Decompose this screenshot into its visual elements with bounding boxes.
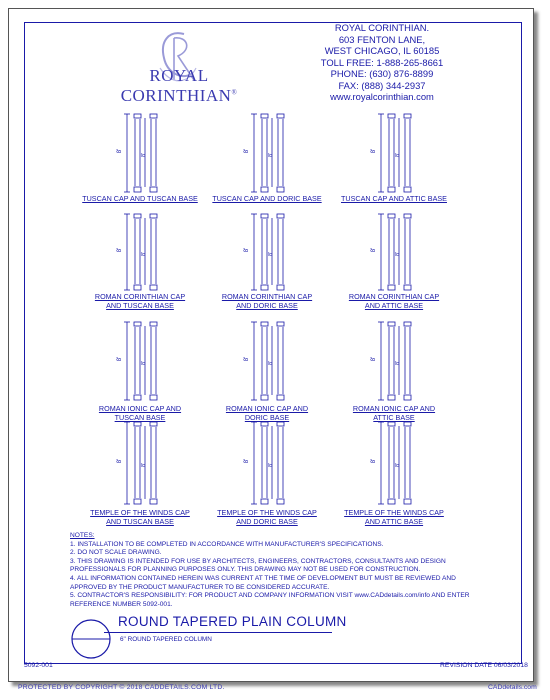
shaft-dimension-label: 8' xyxy=(268,152,275,158)
notes-heading: NOTES: xyxy=(70,532,95,539)
shaft-dimension-label: 8' xyxy=(268,462,275,468)
detail-label[interactable] xyxy=(314,508,474,526)
detail-label-line-1: TEMPLE OF THE WINDS CAP xyxy=(90,508,190,517)
height-dimension-label: 8' xyxy=(371,356,378,362)
revision-date: REVISION DATE 06/03/2018 xyxy=(440,662,528,669)
column-elevation-drawing xyxy=(334,320,454,404)
detail-label-line-1: ROMAN CORINTHIAN CAP xyxy=(348,292,440,301)
detail-label-line-1: ROMAN IONIC CAP AND xyxy=(352,404,436,413)
detail-label-line-1: ROMAN CORINTHIAN CAP xyxy=(94,292,186,301)
column-elevation-drawing xyxy=(207,112,327,196)
height-dimension-label: 8' xyxy=(117,458,124,464)
title-circle-icon xyxy=(70,618,112,660)
shaft-dimension-label: 8' xyxy=(141,251,148,257)
detail-label-line-1: TUSCAN CAP AND TUSCAN BASE xyxy=(82,194,198,203)
detail-label[interactable] xyxy=(314,292,474,310)
logo-wordmark: ROYAL CORINTHIAN xyxy=(120,66,232,105)
height-dimension-label: 8' xyxy=(117,356,124,362)
column-elevation-drawing xyxy=(80,420,200,508)
column-elevation-drawing xyxy=(80,212,200,294)
trademark-symbol: ® xyxy=(231,88,238,97)
contact-line: ROYAL CORINTHIAN. xyxy=(334,22,430,33)
height-dimension-label: 8' xyxy=(244,247,251,253)
contact-line: WEST CHICAGO, IL 60185 xyxy=(324,45,440,56)
note-line: 2. DO NOT SCALE DRAWING. xyxy=(70,549,162,557)
notes-block xyxy=(70,532,500,609)
detail-label-line-2: AND DORIC BASE xyxy=(236,517,298,526)
contact-line: PHONE: (630) 876-8899 xyxy=(330,68,434,79)
shaft-dimension-label: 8' xyxy=(395,360,402,366)
column-detail xyxy=(80,420,200,534)
detail-label-line-1: TEMPLE OF THE WINDS CAP xyxy=(344,508,444,517)
height-dimension-label: 8' xyxy=(244,458,251,464)
detail-label-line-2: AND TUSCAN BASE xyxy=(106,517,174,526)
column-detail xyxy=(334,420,454,534)
contact-line: 603 FENTON LANE, xyxy=(338,33,426,45)
detail-label-line-1: ROMAN CORINTHIAN CAP xyxy=(221,292,313,301)
column-elevation-drawing xyxy=(80,112,200,196)
column-elevation-drawing xyxy=(334,212,454,294)
column-detail xyxy=(207,112,327,222)
column-elevation-drawing xyxy=(334,420,454,508)
shaft-dimension-label: 8' xyxy=(395,251,402,257)
detail-label-line-2: AND ATTIC BASE xyxy=(364,517,424,526)
copyright-notice: PROTECTED BY COPYRIGHT © 2018 CADDETAILS.COM LTD. xyxy=(18,684,225,691)
detail-label[interactable] xyxy=(314,194,474,203)
note-line: 4. ALL INFORMATION CONTAINED HEREIN WAS CURRENT AT THE TIME OF DEVELOPMENT BUT MUST BE REVIEWED AND xyxy=(70,574,456,582)
detail-label-line-1: TUSCAN CAP AND DORIC BASE xyxy=(212,194,322,203)
document-number: 5092-001 xyxy=(24,662,53,669)
height-dimension-label: 8' xyxy=(371,458,378,464)
drawing-title: ROUND TAPERED PLAIN COLUMN xyxy=(118,614,347,629)
shaft-dimension-label: 8' xyxy=(268,360,275,366)
column-elevation-drawing xyxy=(207,420,327,508)
shaft-dimension-label: 8' xyxy=(141,462,148,468)
note-line: 5. CONTRACTOR'S RESPONSIBILITY: FOR PRODUCT AND COMPANY INFORMATION VISIT www.CADdetails.com/info AND ENTER xyxy=(70,592,470,600)
detail-label-line-2: TUSCAN BASE xyxy=(114,413,166,422)
caddetails-link[interactable]: CADdetails.com xyxy=(488,684,537,691)
column-detail xyxy=(207,420,327,534)
column-detail xyxy=(207,320,327,430)
height-dimension-label: 8' xyxy=(371,148,378,154)
note-line: 3. THIS DRAWING IS INTENDED FOR USE BY ARCHITECTS, ENGINEERS, CONTRACTORS, CONSULTANTS AND DESIGN xyxy=(70,557,446,565)
detail-label-line-1: ROMAN IONIC CAP AND xyxy=(225,404,309,413)
column-elevation-drawing xyxy=(80,320,200,404)
shaft-dimension-label: 8' xyxy=(141,152,148,158)
contact-line: TOLL FREE: 1-888-265-8661 xyxy=(320,56,444,68)
title-underline xyxy=(104,632,332,633)
detail-label-line-2: DORIC BASE xyxy=(244,413,290,422)
height-dimension-label: 8' xyxy=(117,247,124,253)
contact-block xyxy=(312,22,452,103)
detail-label-line-1: TUSCAN CAP AND ATTIC BASE xyxy=(341,194,447,203)
height-dimension-label: 8' xyxy=(371,247,378,253)
column-detail xyxy=(80,320,200,430)
note-line: 1. INSTALLATION TO BE COMPLETED IN ACCORDANCE WITH MANUFACTURER'S SPECIFICATIONS. xyxy=(70,540,384,548)
contact-line: FAX: (888) 344-2937 xyxy=(338,79,426,91)
note-line: REFERENCE NUMBER 5092-001. xyxy=(70,600,173,608)
column-elevation-drawing xyxy=(207,320,327,404)
height-dimension-label: 8' xyxy=(117,148,124,154)
detail-label-line-2: AND ATTIC BASE xyxy=(364,301,424,310)
shaft-dimension-label: 8' xyxy=(141,360,148,366)
detail-label-line-1: TEMPLE OF THE WINDS CAP xyxy=(217,508,317,517)
detail-label-line-1: ROMAN IONIC CAP AND xyxy=(98,404,182,413)
note-line: APPROVED BY THE PRODUCT MANUFACTURER TO BE CONSIDERED ACCURATE. xyxy=(70,583,330,591)
detail-label-line-2: ATTIC BASE xyxy=(373,413,415,422)
column-detail xyxy=(207,212,327,320)
column-elevation-drawing xyxy=(207,212,327,294)
column-detail xyxy=(334,112,454,222)
column-detail xyxy=(334,212,454,320)
height-dimension-label: 8' xyxy=(244,148,251,154)
shaft-dimension-label: 8' xyxy=(395,152,402,158)
column-detail xyxy=(334,320,454,430)
height-dimension-label: 8' xyxy=(244,356,251,362)
drawing-subtitle: 6" ROUND TAPERED COLUMN xyxy=(120,636,212,643)
column-detail xyxy=(80,212,200,320)
detail-label-line-2: AND TUSCAN BASE xyxy=(106,301,174,310)
column-elevation-drawing xyxy=(334,112,454,196)
shaft-dimension-label: 8' xyxy=(395,462,402,468)
shaft-dimension-label: 8' xyxy=(268,251,275,257)
column-detail xyxy=(80,112,200,222)
note-line: PROFESSIONALS FOR PLANNING PURPOSES ONLY. THIS DRAWING MAY NOT BE USED FOR CONSTRUCTION. xyxy=(70,566,421,574)
company-logo xyxy=(104,28,254,108)
contact-link[interactable]: www.royalcorinthian.com xyxy=(330,91,434,102)
detail-label-line-2: AND DORIC BASE xyxy=(236,301,298,310)
